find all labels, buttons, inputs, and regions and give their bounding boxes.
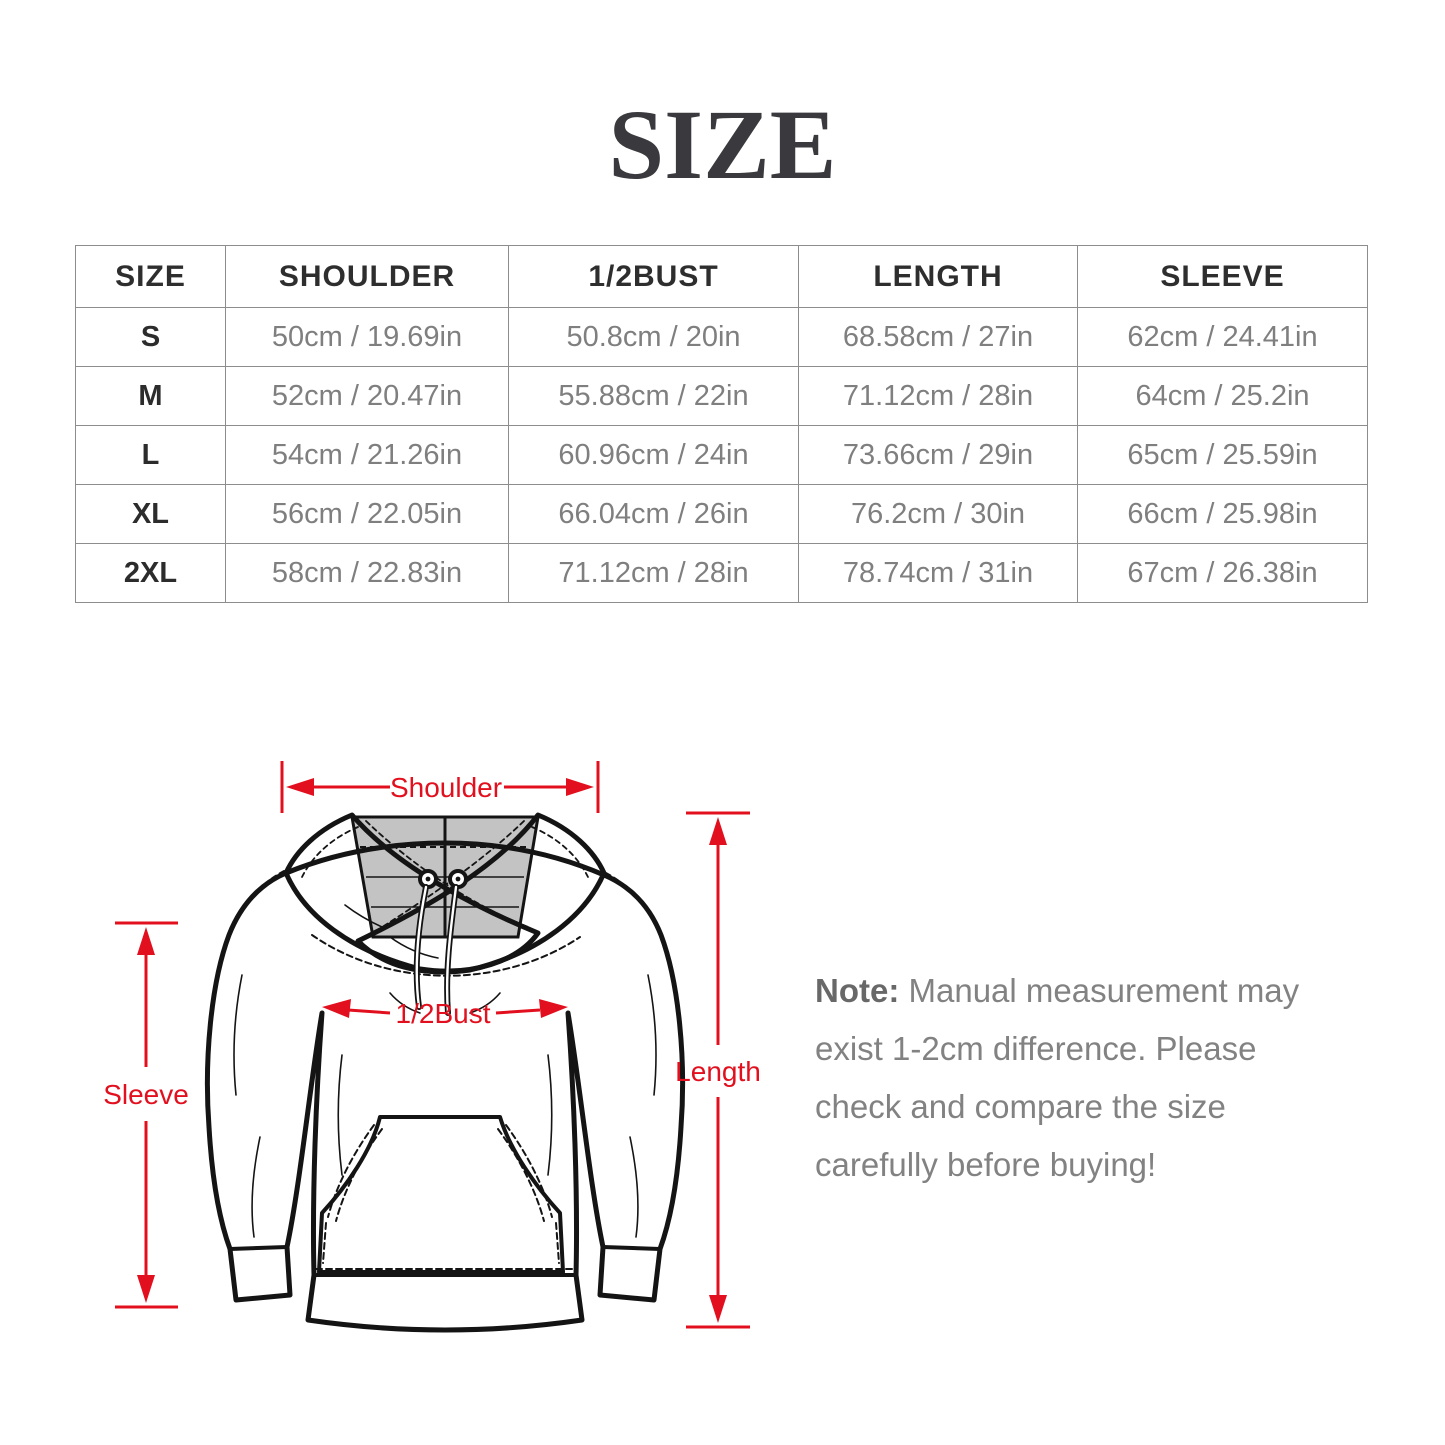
note-line: exist 1-2cm difference. Please <box>815 1030 1257 1067</box>
table-row <box>76 426 1368 485</box>
shoulder-arrow <box>282 761 598 813</box>
hoodie-sketch <box>207 815 682 1330</box>
note-line: carefully before buying! <box>815 1146 1157 1183</box>
size-cell: M <box>76 367 226 426</box>
length-arrow <box>675 813 761 1327</box>
table-row <box>76 367 1368 426</box>
size-cell: S <box>76 308 226 367</box>
measurement-cell: 66cm / 25.98in <box>1078 485 1368 544</box>
measurement-cell: 78.74cm / 31in <box>799 544 1078 603</box>
table-row <box>76 485 1368 544</box>
note-line <box>815 962 1400 1020</box>
measurement-cell: 73.66cm / 29in <box>799 426 1078 485</box>
measurement-cell: 68.58cm / 27in <box>799 308 1078 367</box>
column-header-shoulder: SHOULDER <box>226 246 509 308</box>
measurement-cell: 52cm / 20.47in <box>226 367 509 426</box>
measurement-cell: 66.04cm / 26in <box>509 485 799 544</box>
table-row <box>76 308 1368 367</box>
table-header-row <box>76 246 1368 308</box>
column-header-sleeve: SLEEVE <box>1078 246 1368 308</box>
note-block <box>815 962 1400 1194</box>
sleeve-arrow <box>103 923 189 1307</box>
column-header-size: SIZE <box>76 246 226 308</box>
shoulder-label: Shoulder <box>389 772 503 803</box>
measurement-cell: 58cm / 22.83in <box>226 544 509 603</box>
note-text: Manual measurement may <box>899 972 1300 1009</box>
measurement-cell: 55.88cm / 22in <box>509 367 799 426</box>
size-table <box>75 245 1368 603</box>
measurement-cell: 50cm / 19.69in <box>226 308 509 367</box>
cuff-seam-left <box>230 1247 287 1249</box>
sleeve-label: Sleeve <box>103 1079 189 1110</box>
measurement-cell: 67cm / 26.38in <box>1078 544 1368 603</box>
note-line: check and compare the size <box>815 1088 1226 1125</box>
length-label: Length <box>675 1056 761 1087</box>
column-header-length: LENGTH <box>799 246 1078 308</box>
half-bust-arrow <box>322 998 568 1029</box>
measurement-cell: 71.12cm / 28in <box>509 544 799 603</box>
measurement-cell: 76.2cm / 30in <box>799 485 1078 544</box>
measurement-cell: 50.8cm / 20in <box>509 308 799 367</box>
half-bust-label: 1/2Bust <box>395 998 491 1029</box>
cuff-seam-right <box>603 1247 660 1249</box>
measurement-cell: 62cm / 24.41in <box>1078 308 1368 367</box>
measurement-cell: 54cm / 21.26in <box>226 426 509 485</box>
size-cell: XL <box>76 485 226 544</box>
kangaroo-pocket <box>319 1117 563 1272</box>
note-prefix: Note: <box>815 972 900 1009</box>
table-row <box>76 544 1368 603</box>
measurement-cell: 60.96cm / 24in <box>509 426 799 485</box>
hoodie-measurement-diagram <box>90 755 780 1365</box>
page-title: SIZE <box>608 89 837 200</box>
measurement-cell: 65cm / 25.59in <box>1078 426 1368 485</box>
measurement-cell: 71.12cm / 28in <box>799 367 1078 426</box>
size-cell: 2XL <box>76 544 226 603</box>
column-header-halfbust: 1/2BUST <box>509 246 799 308</box>
measurement-cell: 64cm / 25.2in <box>1078 367 1368 426</box>
size-cell: L <box>76 426 226 485</box>
measurement-cell: 56cm / 22.05in <box>226 485 509 544</box>
